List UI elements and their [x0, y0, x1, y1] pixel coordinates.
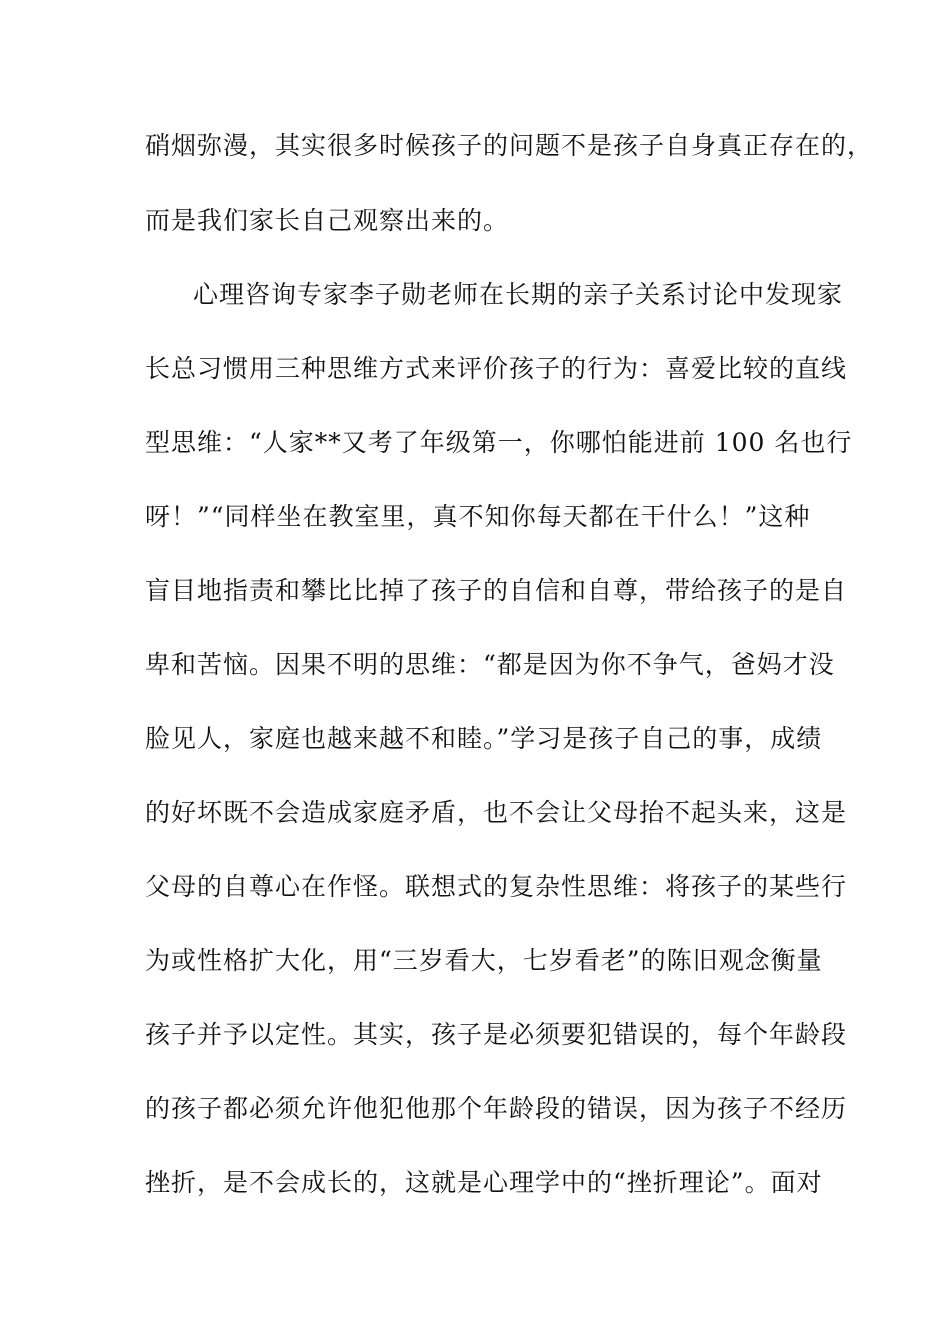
- text-line: 为或性格扩大化，用“三岁看大，七岁看老”的陈旧观念衡量: [145, 946, 823, 975]
- paragraph-start-line: 心理咨询专家李子勋老师在长期的亲子关系讨论中发现家: [193, 280, 844, 309]
- text-line: 呀！”“同样坐在教室里，真不知你每天都在干什么！”这种: [145, 502, 811, 531]
- document-body: [145, 126, 874, 1203]
- text-line: 的孩子都必须允许他犯他那个年龄段的错误，因为孩子不经历: [145, 1094, 848, 1123]
- text-line: 而是我们家长自己观察出来的。: [145, 206, 510, 235]
- text-line: 挫折，是不会成长的，这就是心理学中的“挫折理论”。面对: [145, 1168, 823, 1197]
- text-line: 的好坏既不会造成家庭矛盾，也不会让父母抬不起头来，这是: [145, 798, 848, 827]
- text-line: 脸见人，家庭也越来越不和睦。”学习是孩子自己的事，成绩: [145, 724, 823, 753]
- text-line: 型思维：“人家**又考了年级第一，你哪怕能进前 100 名也行: [145, 428, 853, 457]
- text-line: 长总习惯用三种思维方式来评价孩子的行为：喜爱比较的直线: [145, 354, 848, 383]
- text-line: 孩子并予以定性。其实，孩子是必须要犯错误的，每个年龄段: [145, 1020, 848, 1049]
- text-line: 卑和苦恼。因果不明的思维：“都是因为你不争气，爸妈才没: [145, 650, 835, 679]
- text-line: 父母的自尊心在作怪。联想式的复杂性思维：将孩子的某些行: [145, 872, 848, 901]
- text-line: 硝烟弥漫，其实很多时候孩子的问题不是孩子自身真正存在的，: [145, 131, 874, 160]
- text-line: 盲目地指责和攀比比掉了孩子的自信和自尊，带给孩子的是自: [145, 576, 848, 605]
